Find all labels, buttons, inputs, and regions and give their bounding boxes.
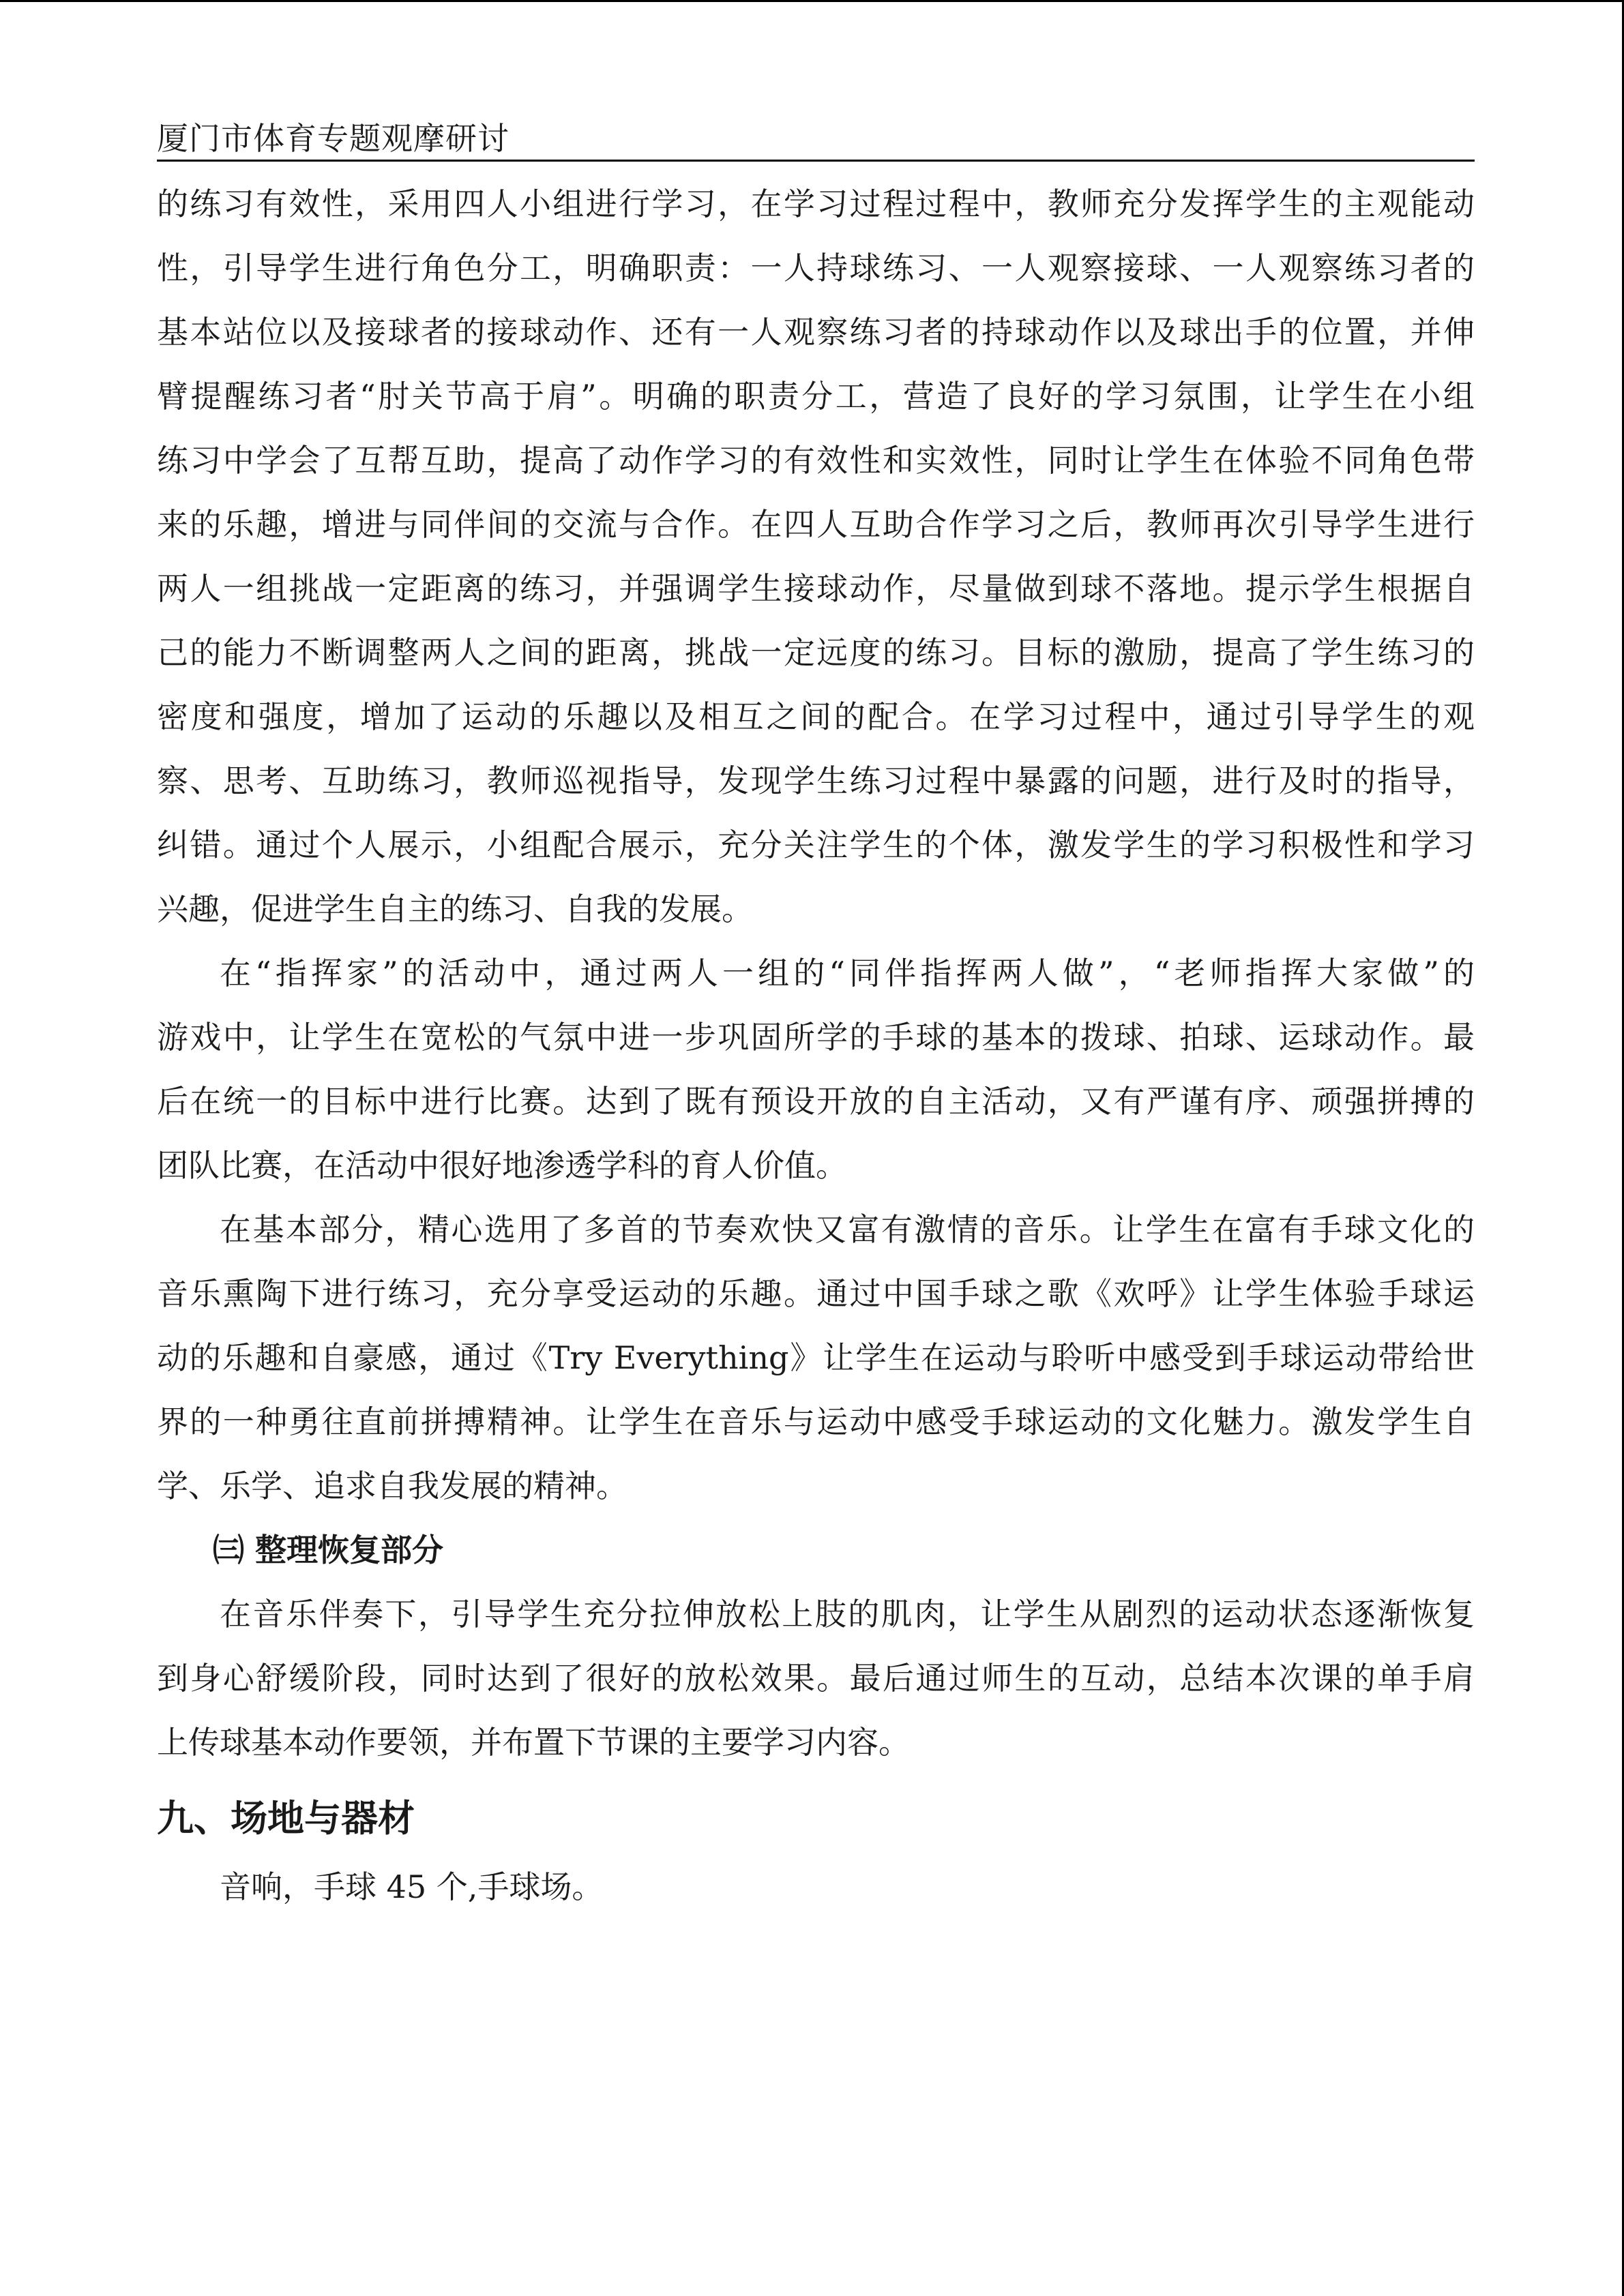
text-line: 的练习有效性，采用四人小组进行学习，在学习过程过程中，教师充分发挥学生的主观能动 — [157, 185, 1475, 222]
text-line: 在音乐伴奏下，引导学生充分拉伸放松上肢的肌肉，让学生从剧烈的运动状态逐渐恢复 — [220, 1596, 1475, 1632]
section-heading-venue-equipment: 九、场地与器材 — [157, 1797, 415, 1840]
text-line: 游戏中，让学生在宽松的气氛中进一步巩固所学的手球的基本的拨球、拍球、运球动作。最 — [157, 1019, 1475, 1056]
text-line: 纠错。通过个人展示，小组配合展示，充分关注学生的个体，激发学生的学习积极性和学习 — [157, 826, 1475, 863]
text-line: 音乐熏陶下进行练习，充分享受运动的乐趣。通过中国手球之歌《欢呼》让学生体验手球运 — [157, 1275, 1475, 1312]
text-line: 后在统一的目标中进行比赛。达到了既有预设开放的自主活动，又有严谨有序、顽强拼搏的 — [157, 1083, 1475, 1120]
text-line: 到身心舒缓阶段，同时达到了很好的放松效果。最后通过师生的互动，总结本次课的单手肩 — [157, 1660, 1475, 1697]
text-line: 兴趣，促进学生自主的练习、自我的发展。 — [157, 891, 753, 927]
venue-equipment-text: 音响，手球 45 个,手球场。 — [220, 1868, 604, 1905]
text-line: 学、乐学、追求自我发展的精神。 — [157, 1467, 628, 1504]
text-line: 界的一种勇往直前拼搏精神。让学生在音乐与运动中感受手球运动的文化魅力。激发学生自 — [157, 1403, 1475, 1440]
paragraph-group-music — [157, 1197, 1475, 1518]
text-line: 来的乐趣，增进与同伴间的交流与合作。在四人互助合作学习之后，教师再次引导学生进行 — [157, 506, 1475, 543]
text-line: 团队比赛，在活动中很好地渗透学科的育人价值。 — [157, 1147, 847, 1184]
text-line: 两人一组挑战一定距离的练习，并强调学生接球动作，尽量做到球不落地。提示学生根据自 — [157, 570, 1475, 607]
text-line: 动的乐趣和自豪感，通过《Try Everything》让学生在运动与聆听中感受到手球运动带给世 — [157, 1339, 1475, 1376]
document-body — [157, 172, 1475, 1919]
text-line: 上传球基本动作要领，并布置下节课的主要学习内容。 — [157, 1724, 910, 1761]
header-title: 厦门市体育专题观摩研讨 — [157, 120, 510, 157]
text-line: 己的能力不断调整两人之间的距离，挑战一定远度的练习。目标的激励，提高了学生练习的 — [157, 634, 1475, 671]
text-line: 察、思考、互助练习，教师巡视指导，发现学生练习过程中暴露的问题，进行及时的指导， — [157, 762, 1475, 799]
text-line: 基本站位以及接球者的接球动作、还有一人观察练习者的持球动作以及球出手的位置，并伸 — [157, 314, 1475, 351]
paragraph-group-practice — [157, 172, 1475, 941]
paragraph-group-cooldown — [157, 1582, 1475, 1774]
text-line: 练习中学会了互帮互助，提高了动作学习的有效性和实效性，同时让学生在体验不同角色带 — [157, 442, 1475, 479]
text-line: 性，引导学生进行角色分工，明确职责：一人持球练习、一人观察接球、一人观察练习者的 — [157, 250, 1475, 286]
text-line: 臂提醒练习者“肘关节高于肩”。明确的职责分工，营造了良好的学习氛围，让学生在小组 — [157, 378, 1475, 415]
paragraph-group-conductor — [157, 941, 1475, 1197]
text-line: 在基本部分，精心选用了多首的节奏欢快又富有激情的音乐。让学生在富有手球文化的 — [220, 1211, 1475, 1248]
page-border-top — [0, 0, 1624, 2]
text-line: 在“指挥家”的活动中，通过两人一组的“同伴指挥两人做”，“老师指挥大家做”的 — [220, 955, 1475, 992]
text-line: 密度和强度，增加了运动的乐趣以及相互之间的配合。在学习过程中，通过引导学生的观 — [157, 698, 1475, 735]
subsection-heading-cooldown: ㈢ 整理恢复部分 — [213, 1532, 444, 1568]
page-header — [157, 115, 1475, 162]
